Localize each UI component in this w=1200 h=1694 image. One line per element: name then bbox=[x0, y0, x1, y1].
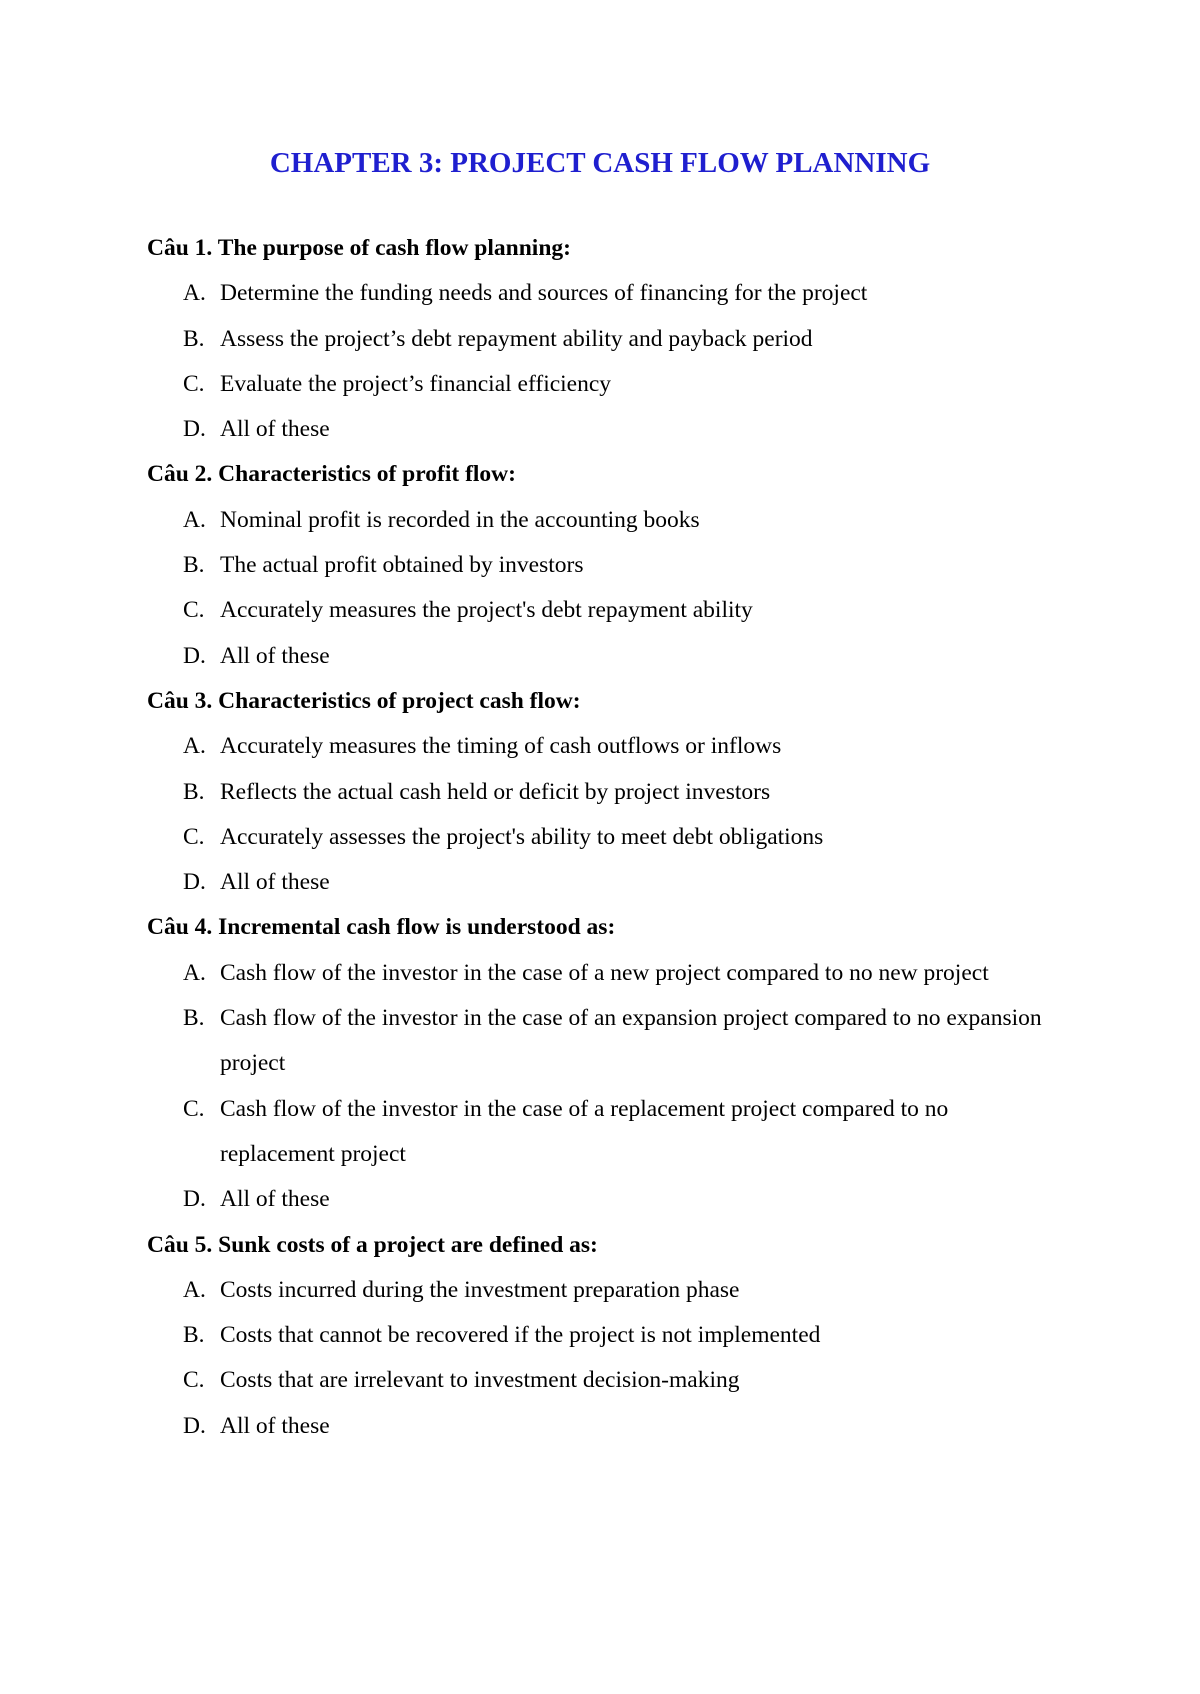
option-text: The actual profit obtained by investors bbox=[220, 552, 584, 579]
option-text: All of these bbox=[220, 869, 330, 896]
option-text: Accurately measures the project's debt repayment ability bbox=[220, 597, 753, 624]
answer-option bbox=[147, 362, 1047, 407]
option-letter: A. bbox=[183, 506, 206, 533]
option-text: Determine the funding needs and sources of financing for the project bbox=[220, 280, 868, 307]
option-letter: B. bbox=[183, 778, 205, 805]
option-letter: C. bbox=[183, 370, 205, 397]
answer-option bbox=[147, 1087, 1047, 1178]
question-heading: Câu 4. Incremental cash flow is understood as: bbox=[147, 914, 616, 941]
option-text: Costs incurred during the investment preparation phase bbox=[220, 1276, 740, 1303]
question-heading: Câu 2. Characteristics of profit flow: bbox=[147, 461, 516, 488]
option-text: All of these bbox=[220, 1412, 330, 1439]
answer-option bbox=[147, 770, 1047, 815]
answer-option bbox=[147, 1268, 1047, 1313]
answer-option bbox=[147, 407, 1047, 452]
answer-option bbox=[147, 724, 1047, 769]
option-letter: A. bbox=[183, 1276, 206, 1303]
question-heading: Câu 1. The purpose of cash flow planning: bbox=[147, 235, 571, 261]
option-letter: D. bbox=[183, 869, 206, 896]
answer-option bbox=[147, 951, 1047, 996]
option-text: Assess the project’s debt repayment ability and payback period bbox=[220, 325, 813, 352]
option-letter: B. bbox=[183, 1322, 205, 1349]
page-title: CHAPTER 3: PROJECT CASH FLOW PLANNING bbox=[269, 147, 931, 179]
question-block bbox=[147, 226, 1047, 452]
answer-option bbox=[147, 1177, 1047, 1222]
option-letter: A. bbox=[183, 280, 206, 307]
question-block bbox=[147, 679, 1047, 905]
option-text: Accurately measures the timing of cash outflows or inflows bbox=[220, 733, 782, 760]
option-letter: C. bbox=[183, 1095, 205, 1122]
option-text: Accurately assesses the project's ability to meet debt obligations bbox=[220, 823, 824, 850]
option-letter: C. bbox=[183, 597, 205, 624]
question-heading: Câu 3. Characteristics of project cash flow: bbox=[147, 687, 581, 714]
option-letter: C. bbox=[183, 823, 205, 850]
option-text: Evaluate the project’s financial efficiency bbox=[220, 370, 612, 397]
answer-option bbox=[147, 634, 1047, 679]
question-block bbox=[147, 1223, 1047, 1449]
option-text: Nominal profit is recorded in the accounting books bbox=[220, 506, 700, 533]
question-heading: Câu 5. Sunk costs of a project are defined as: bbox=[147, 1231, 598, 1258]
option-letter: A. bbox=[183, 959, 206, 986]
answer-option bbox=[147, 588, 1047, 633]
option-letter: B. bbox=[183, 325, 205, 352]
option-letter: D. bbox=[183, 1412, 206, 1439]
option-letter: D. bbox=[183, 416, 206, 443]
option-text: All of these bbox=[220, 642, 330, 669]
answer-option bbox=[147, 543, 1047, 588]
question-list bbox=[147, 226, 1047, 1449]
question-block bbox=[147, 452, 1047, 678]
answer-option bbox=[147, 996, 1047, 1087]
option-letter: B. bbox=[183, 1005, 205, 1032]
option-letter: C. bbox=[183, 1367, 205, 1394]
answer-option bbox=[147, 1404, 1047, 1449]
option-text: Cash flow of the investor in the case of a new project compared to no new project bbox=[220, 959, 989, 986]
answer-option bbox=[147, 498, 1047, 543]
option-letter: A. bbox=[183, 733, 206, 760]
option-text: All of these bbox=[220, 1186, 330, 1213]
answer-option bbox=[147, 1358, 1047, 1403]
answer-option bbox=[147, 815, 1047, 860]
option-text: Reflects the actual cash held or deficit by project investors bbox=[220, 778, 771, 805]
option-text: Cash flow of the investor in the case of a replacement project compared to no replacement project bbox=[220, 1095, 949, 1167]
option-text: Costs that are irrelevant to investment decision-making bbox=[220, 1367, 740, 1394]
answer-option bbox=[147, 317, 1047, 362]
option-letter: B. bbox=[183, 552, 205, 579]
option-text: All of these bbox=[220, 416, 330, 443]
answer-option bbox=[147, 271, 1047, 316]
option-text: Cash flow of the investor in the case of an expansion project compared to no expansion project bbox=[220, 1005, 1042, 1077]
question-block bbox=[147, 905, 1047, 1222]
answer-option bbox=[147, 1313, 1047, 1358]
option-letter: D. bbox=[183, 642, 206, 669]
answer-option bbox=[147, 860, 1047, 905]
option-text: Costs that cannot be recovered if the project is not implemented bbox=[220, 1322, 821, 1349]
option-letter: D. bbox=[183, 1186, 206, 1213]
